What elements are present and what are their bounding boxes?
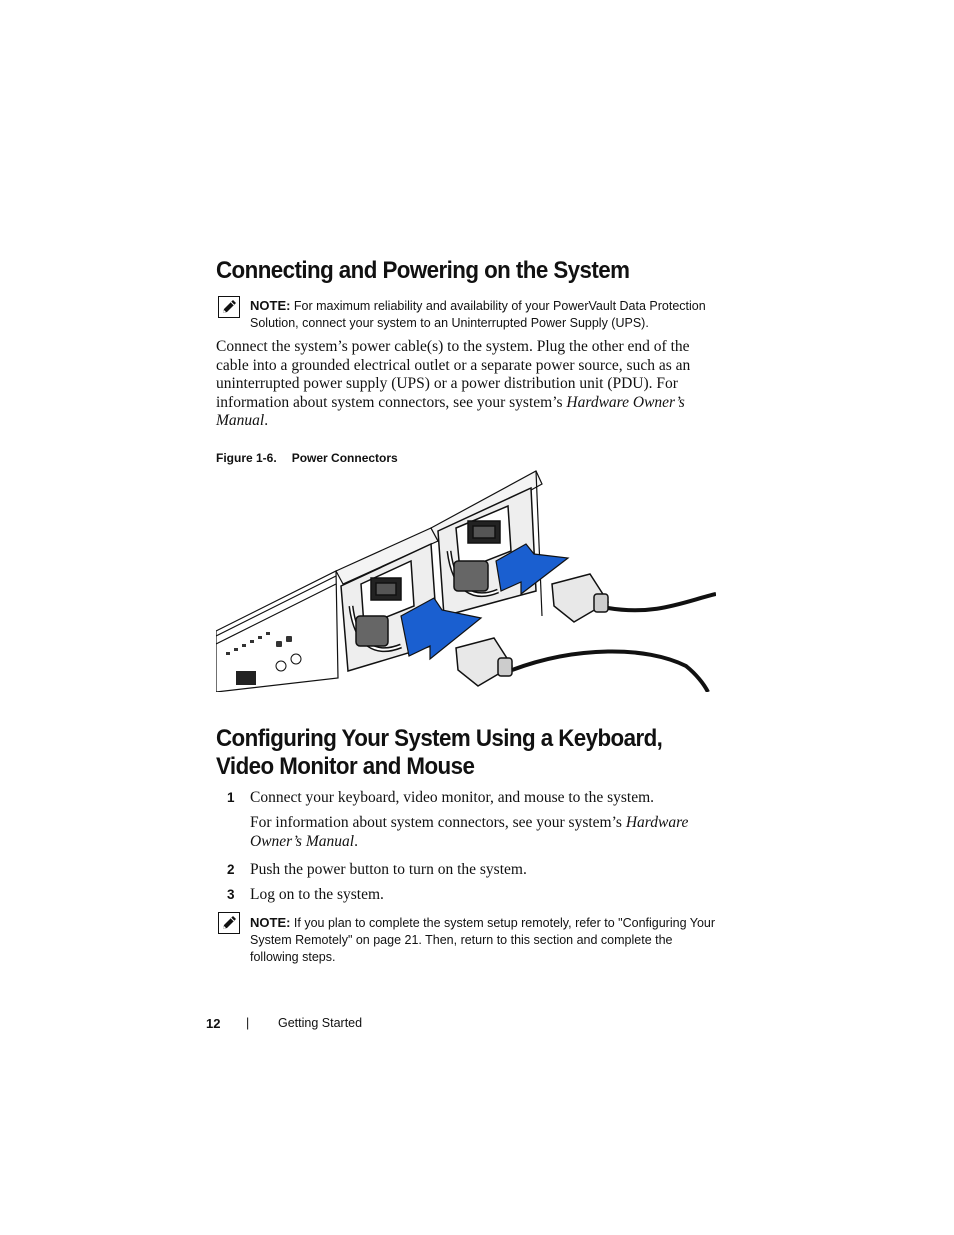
note-pencil-icon: [218, 296, 240, 318]
note-label: NOTE:: [250, 298, 291, 313]
power-paragraph-end: .: [264, 412, 269, 430]
step-1: [227, 789, 235, 807]
step-1-subtext-text: For information about system connectors, see your system’s: [250, 814, 626, 831]
note-label: NOTE:: [250, 915, 291, 930]
step-1-text: Connect your keyboard, video monitor, and mouse to the system.: [250, 789, 655, 806]
step-number: 1: [227, 790, 235, 805]
note-ups: [250, 297, 718, 332]
step-number: 3: [227, 887, 235, 902]
page-number: 12: [206, 1016, 221, 1031]
note-text: If you plan to complete the system setup remotely, refer to "Configuring Your System Remotely" on page 21. Then, return to this section and complete the following steps.: [250, 916, 716, 964]
footer-section-name: Getting Started: [278, 1016, 363, 1030]
footer-separator: |: [246, 1016, 250, 1030]
step-3-text: Log on to the system.: [250, 886, 384, 903]
step-1-subtext-end: .: [354, 832, 358, 850]
note-pencil-icon: [218, 912, 240, 934]
note-remote-setup: [250, 914, 720, 966]
section-title-connecting: Connecting and Powering on the System: [216, 257, 630, 284]
manual-title: Hardware Owner’s Manual: [250, 814, 689, 850]
power-connectors-figure: [216, 466, 716, 692]
note-text: For maximum reliability and availability of your PowerVault Data Protection Solution, connect your system to an Uninterrupted Power Supply (UPS).: [250, 299, 706, 330]
step-1-subtext: [250, 814, 700, 851]
step-2-text: Push the power button to turn on the system.: [250, 861, 527, 878]
figure-caption: [216, 451, 398, 465]
manual-title: Hardware Owner’s Manual: [216, 393, 685, 430]
step-3: [227, 886, 235, 904]
power-paragraph: [216, 338, 716, 431]
section-title-configuring: Configuring Your System Using a Keyboard, Video Monitor and Mouse: [216, 725, 663, 780]
step-2: [227, 861, 235, 879]
step-number: 2: [227, 862, 235, 877]
figure-title: Power Connectors: [291, 451, 398, 465]
figure-number: Figure 1-6.: [216, 451, 277, 465]
power-paragraph-text: Connect the system’s power cable(s) to the system. Plug the other end of the cable into a grounded electrical outlet or a separate power source, such as an uninterrupted power supply (UPS) or a power distribution unit (PDU). For information about system connectors, see your system’s: [216, 338, 691, 411]
